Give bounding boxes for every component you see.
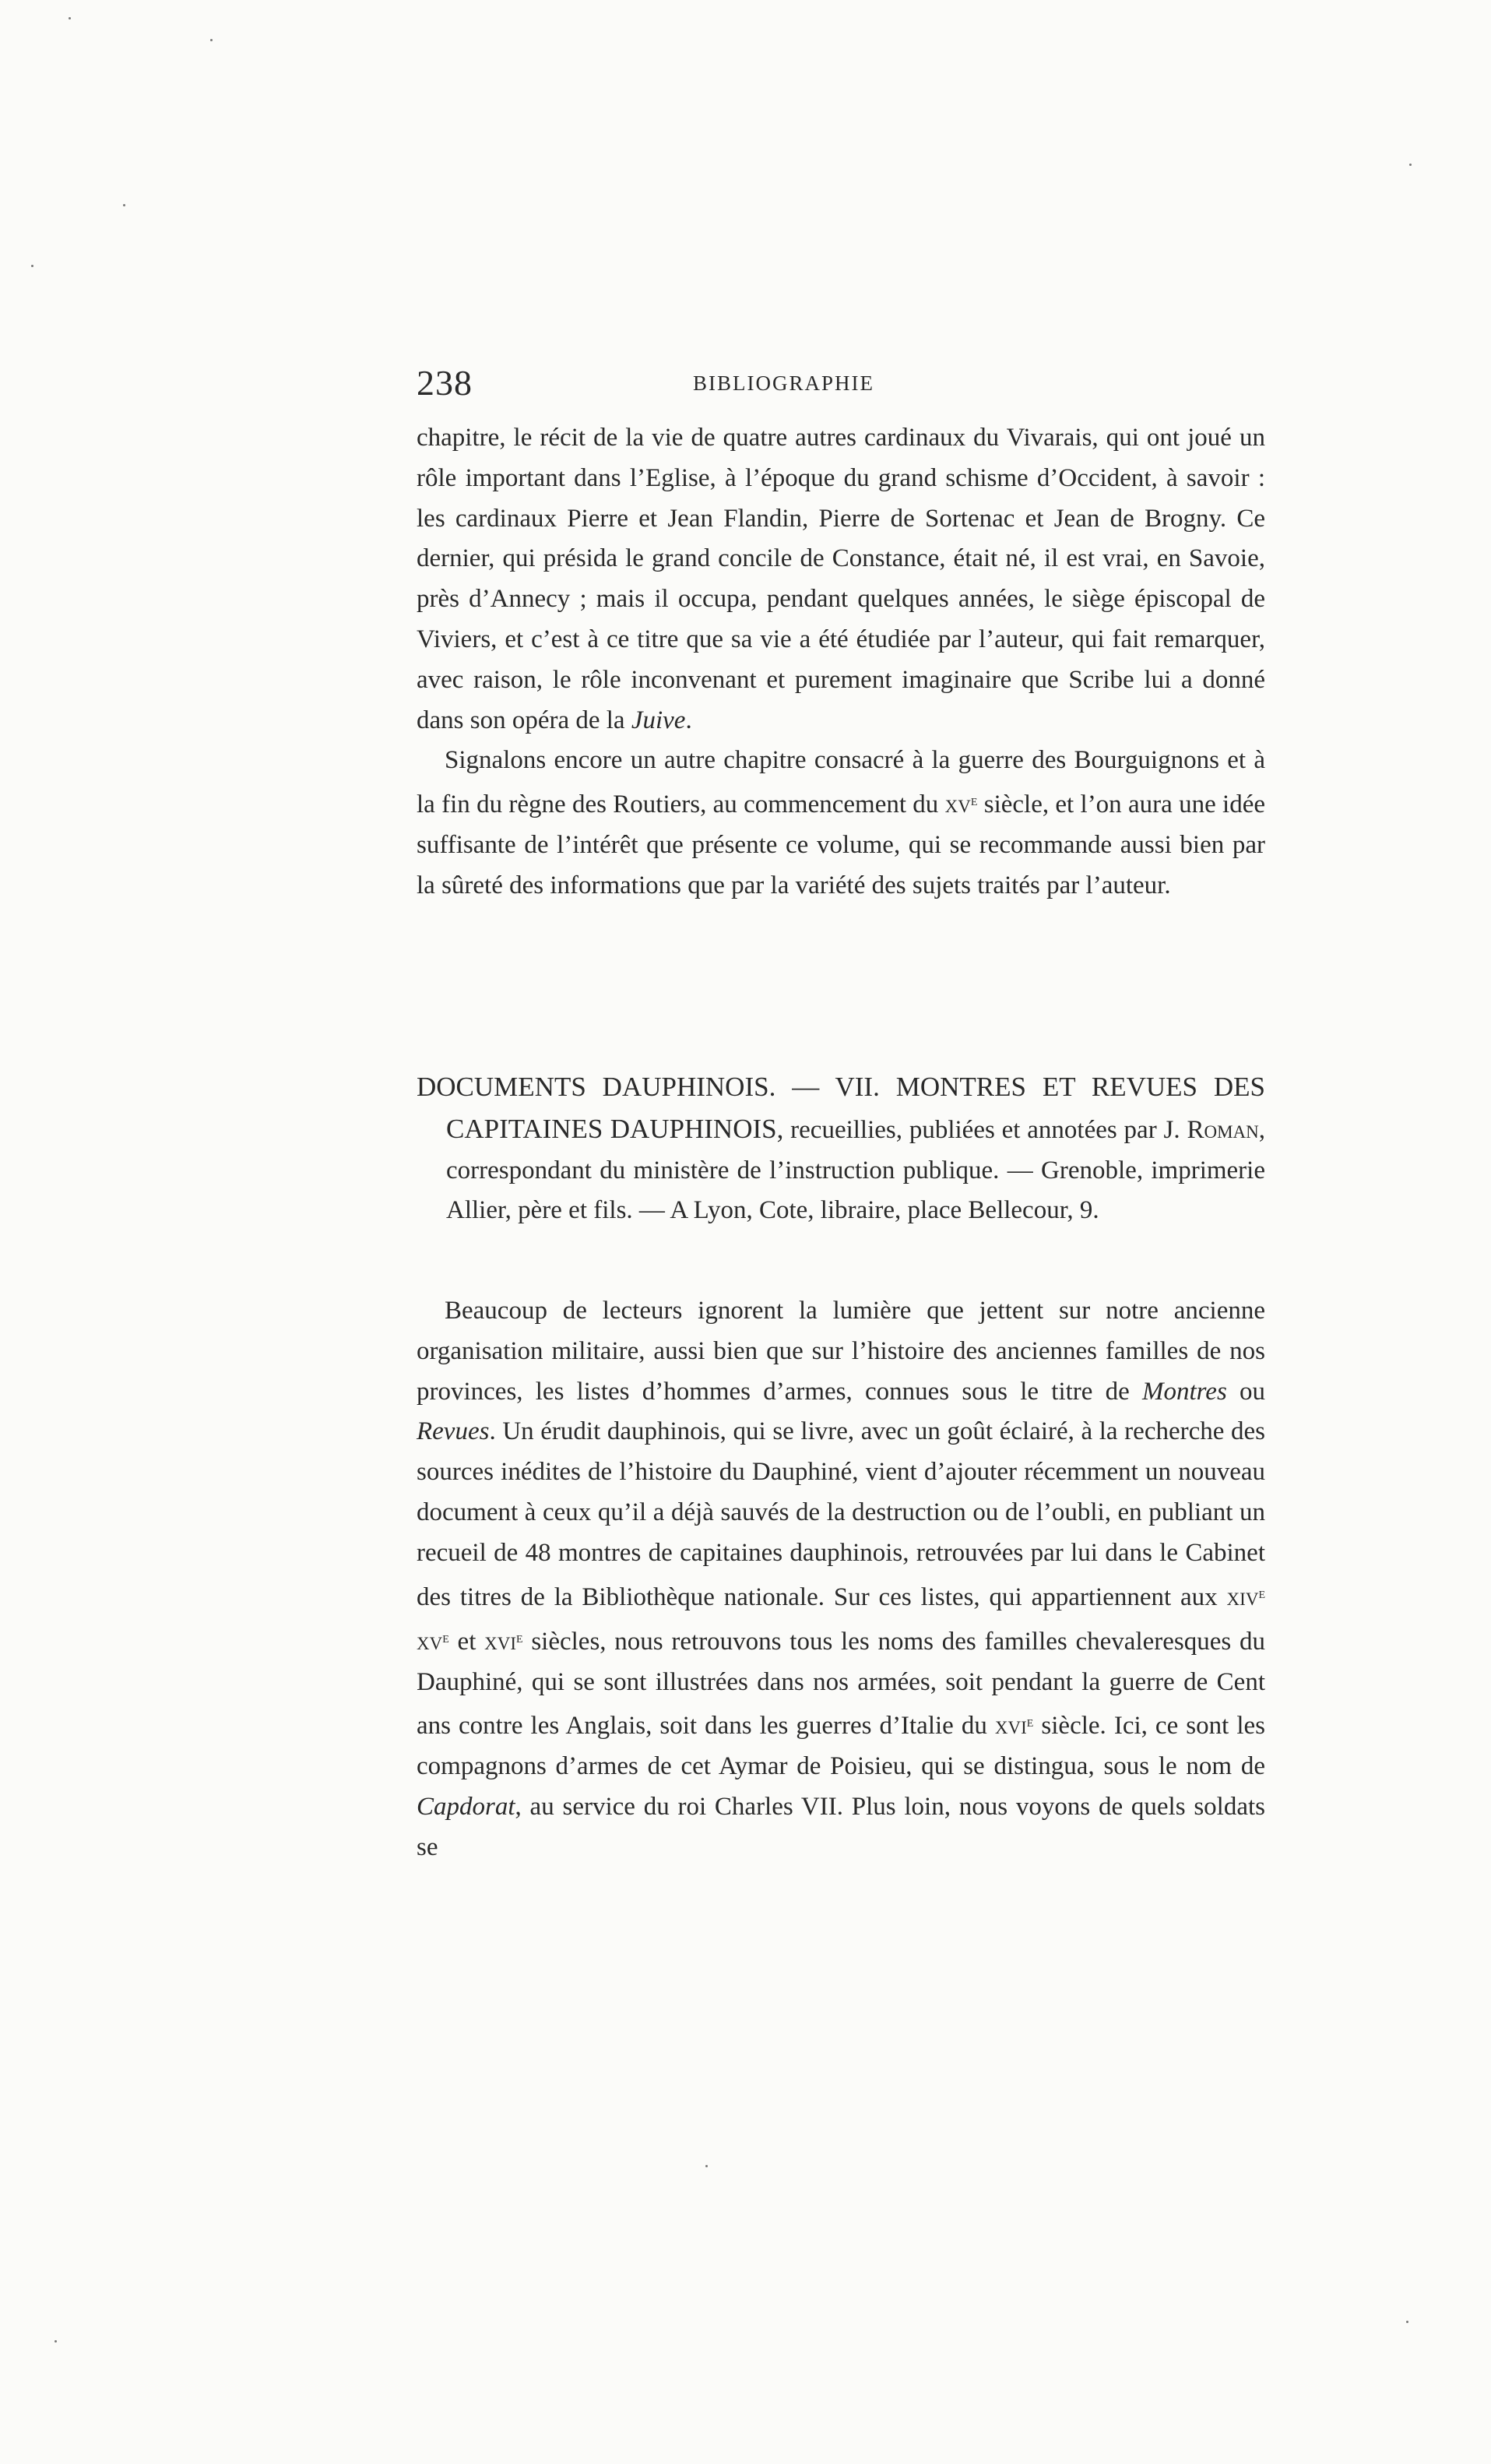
paper-speck — [123, 204, 125, 206]
paper-speck — [1406, 2321, 1408, 2323]
paper-speck — [705, 2165, 708, 2167]
paragraph: Beaucoup de lecteurs ignorent la lumière que jettent sur notre ancienne organisation militaire, aussi bien que sur l’histoire des anciennes familles de nos provinces, les listes d’hommes d’armes, connues sous le titre de Montres ou Revues. Un érudit dauphinois, qui se livre, avec un goût éclairé, à la recherche des sources inédites de l’histoire du Dauphiné, vient d’ajouter récemment un nouveau document à ceux qu’il a déjà sauvés de la destruction ou de l’oubli, en publiant un recueil de 48 montres de capitaines dauphinois, retrouvées par lui dans le Cabinet des titres de la Bibliothèque nationale. Sur ces listes, qui appartiennent aux xiv$^e$ $xv^e$ et xvi$^e$ siècles, nous retrouvons tous les noms des familles chevaleresques du Dauphiné, qui se sont illustrées dans nos armées, soit pendant la guerre de Cent ans contre les Anglais, soit dans les guerres d’Italie du xvi$^e$ siècle. Ici, ce sont les compagnons d’armes de cet Aymar de Poisieu, qui se distingua, sous le nom de Capdorat, au service du roi Charles VII. Plus loin, nous voyons de quels soldats se — [417, 1297, 1266, 1861]
review-body — [417, 1291, 1265, 1868]
previous-review-continuation — [417, 418, 1265, 906]
page-header — [417, 362, 1265, 409]
paper-speck — [210, 39, 213, 41]
review-heading — [417, 1067, 1265, 1231]
paper-speck — [1409, 164, 1412, 166]
paragraph: chapitre, le récit de la vie de quatre autres cardinaux du Vivarais, qui ont joué un rôle important dans l’Eglise, à l’époque du grand schisme d’Occident, à savoir : les cardinaux Pierre et Jean Flandin, Pierre de Sortenac et Jean de Brogny. Ce dernier, qui présida le grand concile de Constance, était né, il est vrai, en Savoie, près d’Annecy ; mais il occupa, pendant quelques années, le siège épiscopal de Viviers, et c’est à ce titre que sa vie a été étudiée par l’auteur, qui fait remarquer, avec raison, le rôle inconvenant et purement imaginaire que Scribe lui a donné dans son opéra de la Juive. — [417, 424, 1265, 734]
paragraph: Signalons encore un autre chapitre consacré à la guerre des Bourguignons et à la fin du règne des Routiers, au commencement du $xv^e$ siècle, et l’on aura une idée suffisante de l’intérêt que présente ce volume, qui se recommande aussi bien par la sûreté des informations que par la variété des sujets traités par l’auteur. — [417, 746, 1265, 899]
running-head: BIBLIOGRAPHIE — [693, 371, 874, 395]
paper-speck — [55, 2340, 57, 2343]
author-name: Roman — [1187, 1115, 1259, 1144]
paper-speck — [31, 265, 33, 267]
page-number: 238 — [417, 363, 473, 403]
bibliographic-entry: DOCUMENTS DAUPHINOIS. — VII. MONTRES ET REVUES DES CAPITAINES DAUPHINOIS, recueillies, publiées et annotées par J. Roman, correspondant du ministère de l’instruction publique. — Grenoble, imprimerie Allier, père et fils. — A Lyon, Cote, libraire, place Bellecour, 9. — [417, 1072, 1265, 1225]
review-title: DOCUMENTS DAUPHINOIS. — VII. MONTRES ET REVUES DES CAPITAINES DAUPHINOIS, — [417, 1072, 1265, 1144]
paper-speck — [69, 17, 71, 19]
